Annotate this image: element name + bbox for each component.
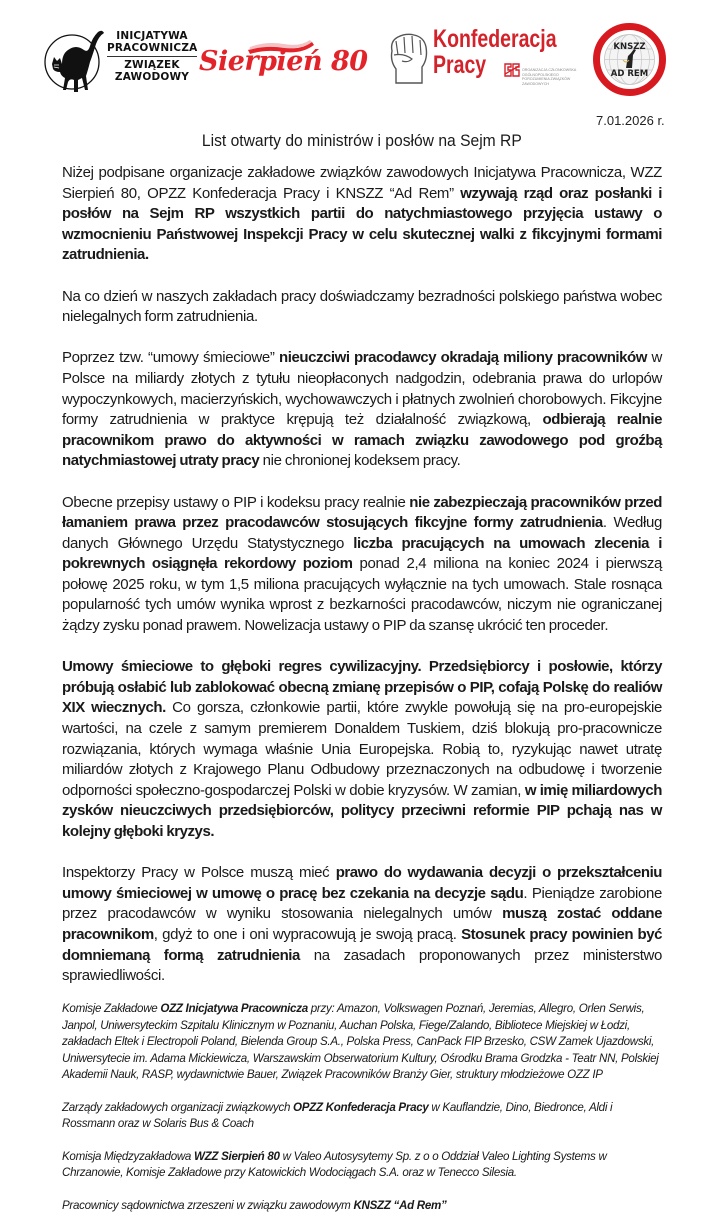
text: w Kauflandzie, Dino, Biedronce, Aldi i Rossmann oraz w Solaris Bus & Coach (62, 1100, 613, 1131)
logo-text-line: INICJATYWA (116, 30, 188, 42)
logo-text-line: ZWIĄZEK (124, 59, 180, 71)
text: Inspektorzy Pracy w Polsce muszą mieć (62, 864, 336, 882)
paragraph (62, 863, 662, 987)
text: przy: Amazon, Volkswagen Poznań, Jeremias, Allegro, Orlen Serwis, Janpol, Uniwersyteckim Szpitalu Klinicznym w Poznaniu, Auchan Polska, Fiege/Zalando, Bibliotece Miejskiej w Łodzi, zakładach Eltek i Electropoli Poland, Bielenda Group S.A., Polska Press, CanPack FIP Brzesko, CSW Zamek Ujazdowski, Uniwersytecie im. Adama Mickiewicza, Warszawskim Obserwatorium Kultury, Ośrodku Brama Grodzka - Teatr NN, Polskiej Akademii Nauk, RASP, wydawnictwie Bauer, Związek Pracowników Branży Gier, struktury młodzieżowe OZZ IP (62, 1002, 659, 1082)
bold-text: odbierają realnie pracownikom prawo do aktywności w ramach związku zawodowego pod groźbą natychmiastowej utraty pracy (62, 411, 662, 470)
bold-text: OZZ Inicjatywa Pracownicza (160, 1002, 308, 1016)
text: Zarządy zakładowych organizacji związkowych (62, 1100, 294, 1114)
text: nie chronionej kodeksem pracy. (259, 452, 461, 470)
signatory-group (62, 1001, 662, 1084)
text: na zasadach proponowanych przez ministerstwo sprawiedliwości. (62, 946, 663, 985)
konfederacja-pracy-subtitle: ORGANIZACJA CZŁONKOWSKA OGÓLNOPOLSKIEGO POROZUMIENIA ZWIĄZKÓW ZAWODOWYCH (522, 68, 577, 86)
document-title (0, 131, 724, 151)
text: w Valeo Autosysytemy Sp. z o o Oddział Valeo Lighting Systems w Chrzanowie, Komisje Zakładowe przy Katowickich Wodociągach S.A. oraz w Tenecco Silesia. (62, 1149, 607, 1180)
text: Na co dzień w naszych zakładach pracy doświadczamy bezradności polskiego państwa wobec nielegalnych form zatrudnienia. (62, 287, 662, 326)
black-cat-icon (44, 24, 106, 96)
sierpien-80-text: Sierpień 80 (199, 46, 368, 77)
bold-text: prawo do wydawania decyzji o przekształceniu umowy śmieciowej w umowę o pracę bez czekania na decyzje sądu (62, 864, 663, 902)
bold-text: wzywają rząd oraz posłanki i posłów na Sejm RP wszystkich partii do natychmiastowego przyjęcia ustawy o wzmocnieniu Państwowej Inspekcji Pracy w celu skutecznej walki z fikcyjnymi formami zatrudnienia. (62, 184, 662, 264)
paragraph (62, 657, 662, 842)
text: Komisja Międzyzakładowa (62, 1149, 194, 1163)
document-title-text: List otwarty do ministrów i posłów na Sejm RP (202, 131, 522, 150)
text: Komisje Zakładowe (62, 1002, 161, 1016)
bold-text: muszą zostać oddane pracownikom (62, 905, 662, 943)
text: Obecne przepisy ustawy o PIP i kodeksu pracy realnie (62, 493, 410, 511)
opzz-emblem-icon (504, 62, 520, 78)
logo-header (0, 0, 724, 110)
signatory-group (62, 1149, 662, 1182)
signatories-list (62, 1001, 662, 1214)
paragraph (62, 493, 662, 637)
globe-icon (592, 22, 667, 97)
paragraph (62, 287, 662, 328)
bold-text: nieuczciwi pracodawcy okradają miliony pracowników (279, 349, 647, 367)
text: w Polsce na miliardy złotych z tytułu nieopłaconych nadgodzin, odebrania prawa do urlopów wypoczynkowych, macierzyńskich, wychowawczych i płatnych zwolnień chorobowych. Fikcyjne formy zatrudnienia w praktyce krępują też działalność związkową, (62, 349, 662, 429)
logo-text-line: Konfederacja (433, 25, 557, 53)
bold-text: w imię miliardowych zysków nieuczciwych przedsiębiorców, politycy przeciwni reformie PIP pchają nas w kolejny głęboki kryzys. (62, 781, 663, 840)
knszz-text: KNSZZ (613, 42, 646, 52)
konfederacja-pracy-logo (386, 26, 581, 96)
signatory-group (62, 1100, 662, 1133)
text: Co gorsza, członkowie partii, które zwykle powołują się na pro-europejskie wartości, na czele z samym premierem Donaldem Tuskiem, dziś blokują pro-pracownicze rozwiązania, których wymaga właśnie Unia Europejska. Robią to, ryzykując nawet utratę miliardów złotych z Krajowego Planu Odbudowy przeznaczonych na odbudowę i tworzenie odporności społeczno-gospodarczej Polski w dobie kryzysów. W zamian, (62, 699, 662, 799)
text: , gdyż to one i oni wypracowują je swoją pracą. (153, 925, 462, 943)
letter-paragraphs (62, 163, 662, 987)
signatory-group (62, 1198, 662, 1215)
inicjatywa-pracownicza-logo (44, 24, 198, 96)
paragraph (62, 163, 662, 266)
text: ponad 2,4 miliona na koniec 2024 i pierwszą połowę 2025 roku, w tym 1,5 miliona pracujących wyłącznie na tych umowach. Stale rosnąca popularność tych umów wynika wprost z bezkarności pracodawców, niczym nie ograniczanej żądzy zysku ponad prawem. Nowelizacja ustawy o PIP da szansę ukrócić ten proceder. (62, 555, 662, 635)
bold-text: liczba pracujących na umowach zlecenia i pokrewnych osiągnęła rekordowy poziom (62, 534, 662, 573)
letter-body (62, 163, 662, 1230)
bold-text: OPZZ Konfederacja Pracy (293, 1100, 429, 1114)
sierpien-80-logo (196, 36, 376, 86)
knszz-ad-rem-logo (592, 22, 667, 97)
text: . Według danych Głównego Urzędu Statystycznego (62, 514, 663, 552)
text: . Pieniądze zarobione przez pracodawców w wyniku stosowania nielegalnych umów (62, 884, 662, 923)
bold-text: nie zabezpieczają pracowników przed łamaniem prawa przez pracodawców stosujących fikcyjne formy zatrudnienia (62, 493, 662, 532)
paragraph (62, 348, 662, 472)
text: Poprzez tzw. “umowy śmieciowe” (62, 349, 280, 367)
ad-rem-text: AD REM (610, 69, 649, 79)
text: Niżej podpisane organizacje zakładowe związków zawodowych Inicjatywa Pracownicza, WZZ Sierpień 80, OPZZ Konfederacja Pracy i KNSZZ “Ad Rem” (62, 164, 662, 202)
inicjatywa-pracownicza-text (107, 30, 197, 83)
bold-text: Umowy śmieciowe to głęboki regres cywilizacyjny. Przedsiębiorcy i posłowie, którzy próbują osłabić lub zablokować obecną zmianę przepisów o PIP, cofają Polskę do realiów XIX wiecznych. (62, 658, 662, 717)
document-date: 7.01.2026 r. (596, 113, 665, 128)
bold-text: WZZ Sierpień 80 (193, 1149, 280, 1163)
text: Pracownicy sądownictwa zrzeszeni w związku zawodowym (62, 1198, 354, 1212)
bold-text: KNSZZ “Ad Rem” (353, 1198, 447, 1212)
logo-divider (107, 56, 197, 57)
logo-text-line: PRACOWNICZA (107, 42, 198, 54)
logo-text-line: Pracy (433, 51, 487, 79)
bold-text: Stosunek pracy powinien być domniemaną formą zatrudnienia (62, 925, 662, 964)
raised-fist-icon (386, 31, 430, 87)
logo-text-line: ZAWODOWY (114, 71, 190, 83)
